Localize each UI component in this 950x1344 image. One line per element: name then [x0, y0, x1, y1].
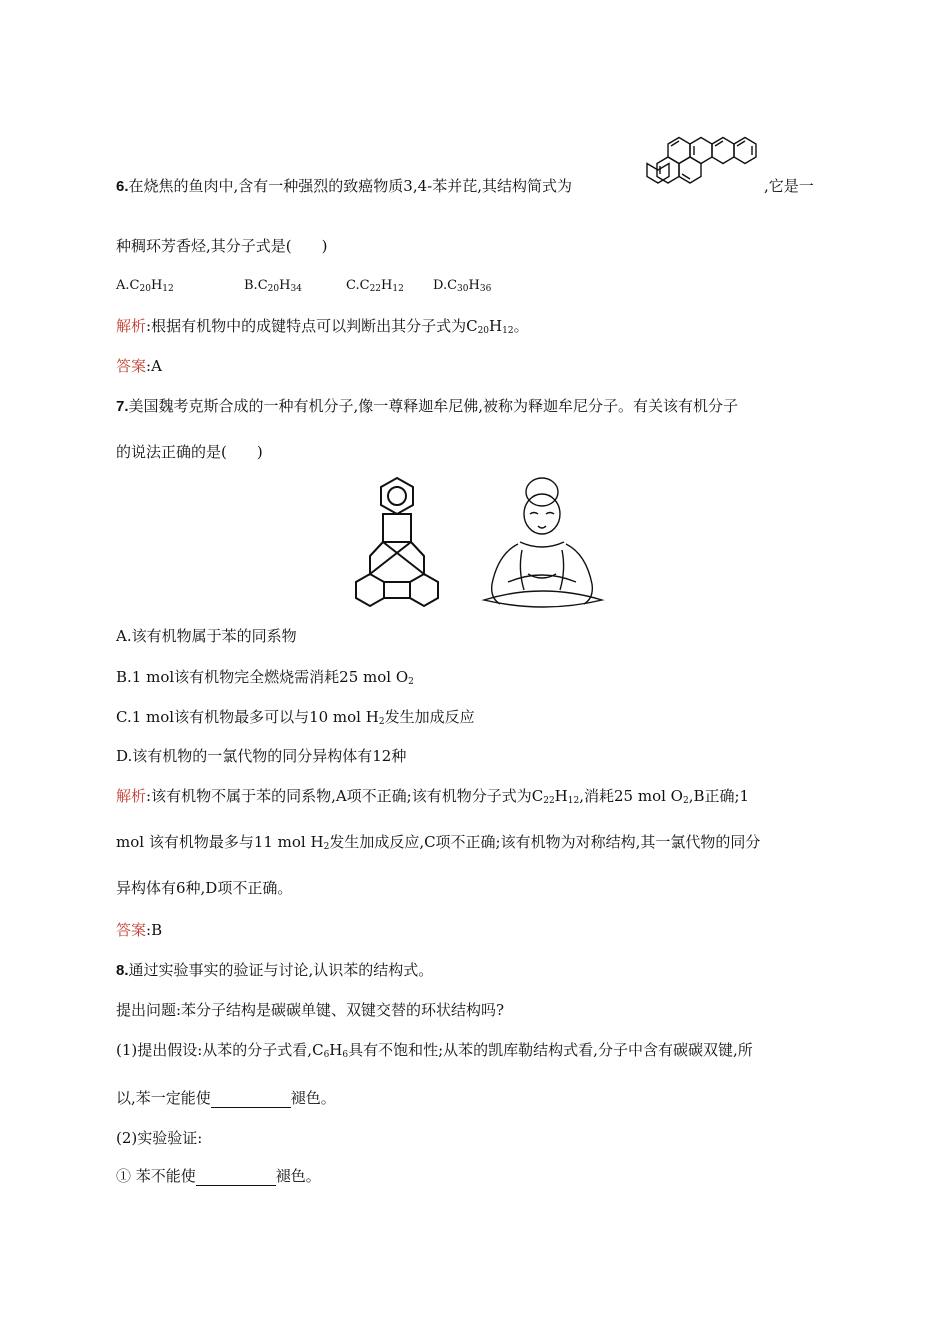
question-text: 在烧焦的鱼肉中,含有一种强烈的致癌物质3,4-苯并芘,其结构简式为	[128, 177, 572, 195]
q8-part-2-item-1: ① 苯不能使 褪色。	[116, 1167, 321, 1185]
question-text: 美国魏考克斯合成的一种有机分子,像一尊释迦牟尼佛,被称为释迦牟尼分子。有关该有机分子	[128, 397, 739, 415]
question-number: 7.	[116, 398, 129, 415]
option-a: $A.C_{20}H_{12}$	[116, 278, 174, 294]
q8-part-1-cont: 以,苯一定能使 褪色。	[116, 1089, 336, 1107]
q6-line-2	[116, 236, 327, 256]
question-text-continued: ,它是一	[764, 177, 814, 195]
answer-value: :A	[146, 357, 162, 375]
buddha-molecule-structure-image	[350, 474, 450, 614]
analysis-label: 解析	[116, 787, 147, 805]
q8-part-2: (2)实验验证:	[116, 1129, 203, 1147]
analysis-label: 解析	[116, 317, 147, 335]
option-c: C.1 mol该有机物最多可以与10 mol $H_2$发生加成反应	[116, 708, 475, 727]
option-a: A.该有机物属于苯的同系物	[116, 627, 297, 645]
question-text-end: 的说法正确的是( )	[116, 443, 263, 461]
option-d: D.该有机物的一氯代物的同分异构体有12种	[116, 747, 407, 765]
q8-part-1: (1)提出假设:从苯的分子式看$,C_6H_6$具有不饱和性;从苯的凯库勒结构式看,分子中含有碳碳双键,所	[116, 1041, 753, 1060]
q6-answer	[116, 356, 162, 376]
fill-blank[interactable]	[211, 1093, 291, 1108]
q8-line-2: 提出问题:苯分子结构是碳碳单键、双键交替的环状结构吗?	[116, 1001, 505, 1019]
question-text-end: 种稠环芳香烃,其分子式是( )	[116, 237, 328, 255]
q7-answer	[116, 920, 162, 940]
option-b: B.1 mol该有机物完全燃烧需消耗25 mol $O_2$	[116, 668, 414, 687]
benzopyrene-structure-image	[640, 122, 760, 192]
answer-value: :B	[146, 921, 163, 939]
fill-blank[interactable]	[196, 1171, 276, 1186]
q6-analysis: 解析:根据有机物中的成键特点可以判断出其分子式为$C_{20}H_{12}$。	[116, 317, 529, 336]
q7-analysis-line-1: 解析:该有机物不属于苯的同系物,A项不正确;该有机物分子式为$C_{22}H_{12}$,消耗25 mol $O_2,B$正确;1	[116, 787, 750, 806]
q6-line-1-tail	[764, 176, 814, 196]
q7-line-1	[116, 396, 738, 417]
question-text: 通过实验事实的验证与讨论,认识苯的结构式。	[128, 961, 434, 979]
q8-line-1	[116, 960, 433, 981]
answer-label: 答案	[116, 357, 147, 375]
q7-analysis-line-2: mol 该有机物最多与11 mol $H_2$发生加成反应,C项不正确;该有机物为对称结构,其一氯代物的同分	[116, 833, 761, 852]
question-number: 8.	[116, 962, 129, 979]
answer-label: 答案	[116, 921, 147, 939]
option-c: $C.C_{22}H_{12}$	[346, 278, 404, 294]
q7-line-2	[116, 442, 263, 462]
q6-line-1	[116, 176, 572, 197]
question-number: 6.	[116, 178, 129, 195]
option-b: $B.C_{20}H_{34}$	[244, 278, 302, 294]
option-d: $D.C_{30}H_{36}$	[433, 278, 492, 294]
buddha-statue-image	[478, 474, 608, 614]
q7-analysis-line-3: 异构体有6种,D项不正确。	[116, 879, 293, 897]
